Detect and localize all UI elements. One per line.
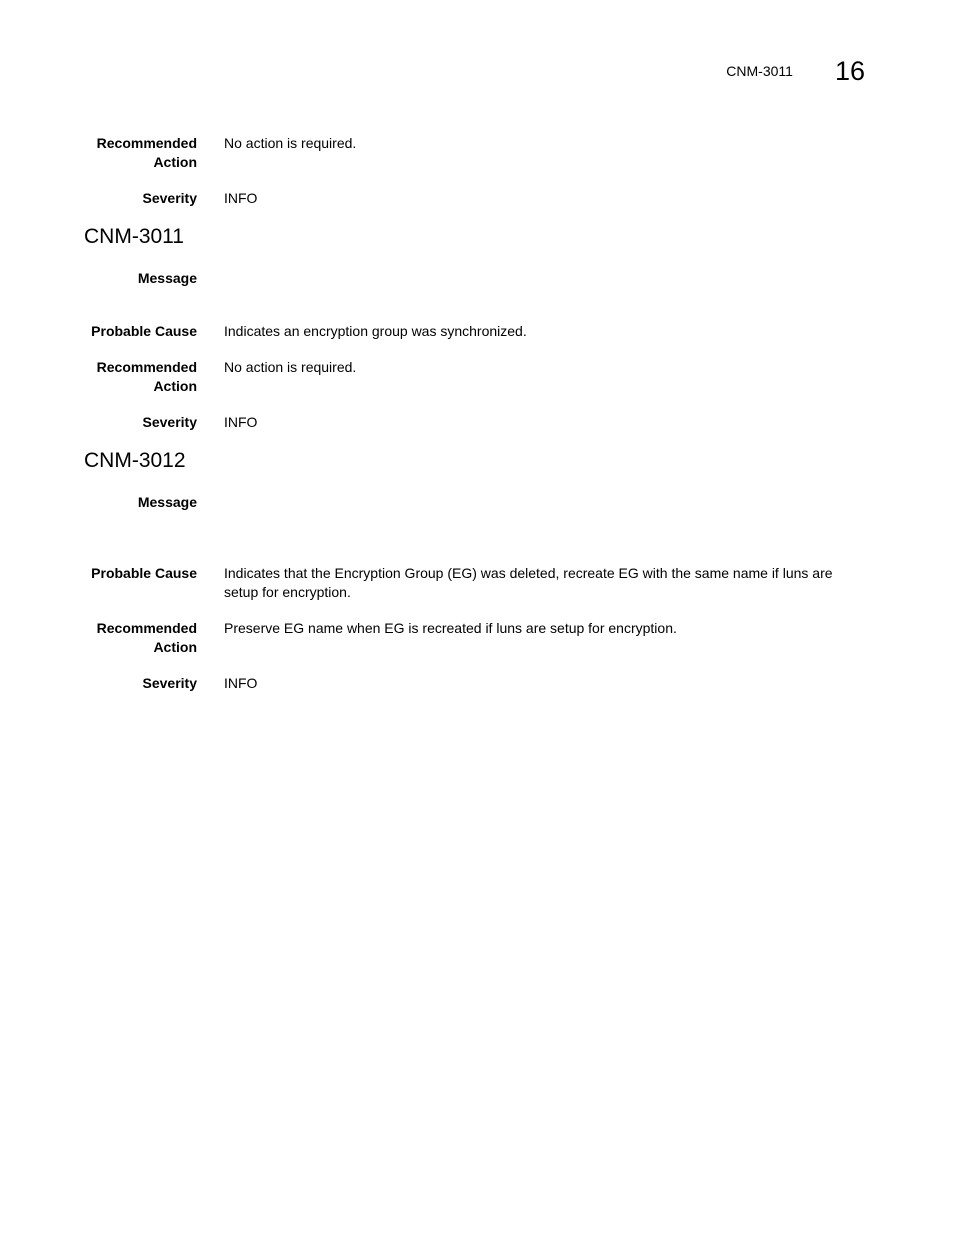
probable-cause-row xyxy=(0,564,954,602)
running-header xyxy=(726,54,865,88)
severity-value: INFO xyxy=(224,190,258,206)
recommended-action-value: No action is required. xyxy=(224,359,357,375)
severity-label: Severity xyxy=(142,190,197,206)
severity-label: Severity xyxy=(142,414,197,430)
recommended-action-row xyxy=(0,358,954,396)
chapter-number: 16 xyxy=(834,56,865,86)
page-content xyxy=(0,134,954,710)
severity-label: Severity xyxy=(142,675,197,691)
probable-cause-value: Indicates an encryption group was synchronized. xyxy=(224,323,527,339)
recommended-action-row xyxy=(0,619,954,657)
section-title-cnm-3012: CNM-3012 xyxy=(84,449,186,472)
severity-row xyxy=(0,674,954,693)
recommended-action-row xyxy=(0,134,954,172)
recommended-action-label: Recommended Action xyxy=(96,359,197,394)
message-row xyxy=(0,269,954,288)
message-row xyxy=(0,493,954,512)
severity-row xyxy=(0,413,954,432)
message-label: Message xyxy=(137,494,197,510)
probable-cause-label: Probable Cause xyxy=(91,565,197,581)
probable-cause-label: Probable Cause xyxy=(91,323,197,339)
section-title-cnm-3011: CNM-3011 xyxy=(84,225,184,248)
recommended-action-value: Preserve EG name when EG is recreated if luns are setup for encryption. xyxy=(224,620,677,636)
probable-cause-value: Indicates that the Encryption Group (EG) was deleted, recreate EG with the same name if luns are setup for encryption. xyxy=(224,565,833,600)
severity-row xyxy=(0,189,954,208)
severity-value: INFO xyxy=(224,414,258,430)
recommended-action-label: Recommended Action xyxy=(96,620,197,655)
recommended-action-label: Recommended Action xyxy=(96,135,197,170)
probable-cause-row xyxy=(0,322,954,341)
recommended-action-value: No action is required. xyxy=(224,135,357,151)
message-label: Message xyxy=(137,270,197,286)
severity-value: INFO xyxy=(224,675,258,691)
running-title: CNM-3011 xyxy=(726,63,793,79)
